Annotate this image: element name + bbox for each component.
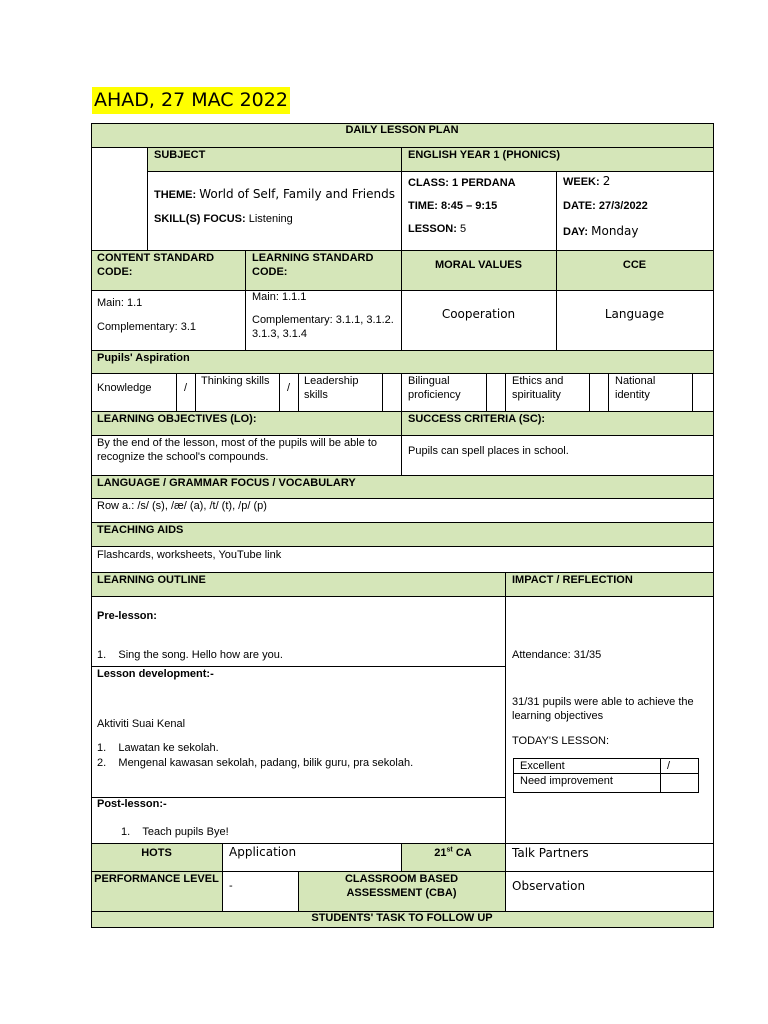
impact-reflection-label: IMPACT / REFLECTION — [512, 574, 633, 586]
date-value: 27/3/2022 — [598, 200, 648, 212]
pre-lesson-label: Pre-lesson: — [97, 610, 157, 622]
post-lesson-label: Post-lesson:- — [97, 798, 167, 810]
lesson-development-label: Lesson development:- — [97, 668, 214, 680]
learning-standard-label: LEARNING STANDARD CODE: — [252, 252, 374, 278]
aspiration-national: National identity — [615, 375, 656, 401]
class-line — [408, 176, 516, 190]
content-main: Main: 1.1 — [97, 297, 143, 309]
cba-value: Observation — [512, 879, 586, 893]
day-value: Monday — [591, 224, 639, 238]
lesson-development-item-text: Mengenal kawasan sekolah, padang, bilik guru, pra sekolah. — [118, 757, 414, 769]
hots-value: Application — [229, 845, 297, 859]
week-value: 2 — [602, 174, 611, 188]
excellent-mark: / — [667, 760, 671, 772]
grammar-text: Row a.: /s/ (s), /æ/ (a), /t/ (t), /p/ (p) — [97, 500, 267, 512]
cce-value: Language — [604, 307, 665, 321]
moral-value: Cooperation — [441, 307, 516, 321]
need-improvement-label: Need improvement — [520, 775, 613, 787]
aspiration-thinking: Thinking skills — [201, 375, 270, 387]
lesson-development-item: 2. Mengenal kawasan sekolah, padang, bilik guru, pra sekolah. — [97, 757, 414, 769]
skill-value: Listening — [248, 213, 293, 225]
sc-text: Pupils can spell places in school. — [408, 445, 569, 457]
learning-main: Main: 1.1.1 — [252, 291, 307, 303]
performance-level-value: - — [229, 880, 233, 892]
lesson-development-item-text: Lawatan ke sekolah. — [118, 742, 219, 754]
page-date-title: AHAD, 27 MAC 2022 — [92, 87, 290, 114]
content-complementary: Complementary: 3.1 — [97, 321, 197, 333]
ca21-value: Talk Partners — [512, 846, 589, 860]
cce-label: CCE — [622, 259, 647, 271]
attendance-text: Attendance: 31/35 — [512, 649, 602, 661]
lesson-development-intro: Aktiviti Suai Kenal — [97, 718, 186, 730]
skill-line — [154, 212, 293, 226]
skill-label: SKILL(S) FOCUS: — [154, 213, 246, 225]
lesson-line — [408, 222, 466, 236]
aspiration-knowledge-mark: / — [183, 382, 188, 394]
aspiration-ethics: Ethics and spirituality — [512, 375, 564, 401]
lesson-development-item: 1. Lawatan ke sekolah. — [97, 742, 219, 754]
aspiration-label: Pupils' Aspiration — [97, 352, 190, 364]
date-label: DATE: — [563, 200, 596, 212]
aspiration-bilingual: Bilingual proficiency — [408, 375, 461, 401]
theme-label: THEME: — [154, 189, 197, 201]
sc-label: SUCCESS CRITERIA (SC): — [408, 413, 546, 425]
theme-value: World of Self, Family and Friends — [199, 187, 395, 201]
time-label: TIME: — [408, 200, 438, 212]
week-label: WEEK: — [563, 176, 600, 188]
time-value: 8:45 – 9:15 — [441, 200, 498, 212]
todays-lesson-label: TODAY'S LESSON: — [512, 735, 610, 747]
subject-label: SUBJECT — [154, 149, 206, 161]
class-label: CLASS: — [408, 177, 449, 189]
time-line — [408, 199, 497, 213]
plan-header: DAILY LESSON PLAN — [345, 124, 459, 136]
lesson-value: 5 — [459, 223, 467, 235]
week-line — [563, 174, 610, 189]
hots-label: HOTS — [141, 847, 172, 859]
pre-lesson-item-text: Sing the song. Hello how are you. — [118, 649, 283, 661]
theme-line — [154, 187, 398, 202]
excellent-label: Excellent — [520, 760, 565, 772]
pre-lesson-item: 1. Sing the song. Hello how are you. — [97, 649, 283, 661]
achievement-text: 31/31 pupils were able to achieve the learning objectives — [512, 696, 694, 722]
cba-label: CLASSROOM BASED ASSESSMENT (CBA) — [344, 873, 459, 899]
day-line — [563, 224, 639, 239]
class-value: 1 PERDANA — [452, 177, 516, 189]
moral-values-label: MORAL VALUES — [435, 259, 522, 271]
students-follow-up-label: STUDENTS' TASK TO FOLLOW UP — [311, 912, 493, 924]
post-lesson-item: 1. Teach pupils Bye! — [121, 826, 229, 838]
grammar-label: LANGUAGE / GRAMMAR FOCUS / VOCABULARY — [97, 477, 356, 489]
subject-value: ENGLISH YEAR 1 (PHONICS) — [408, 149, 560, 161]
lesson-label: LESSON: — [408, 223, 457, 235]
day-label: DAY: — [563, 226, 589, 238]
performance-level-label: PERFORMANCE LEVEL — [94, 873, 219, 885]
lo-label: LEARNING OBJECTIVES (LO): — [97, 413, 257, 425]
lo-text: By the end of the lesson, most of the pupils will be able to recognize the school's compounds. — [97, 437, 378, 463]
aspiration-knowledge: Knowledge — [97, 382, 152, 394]
content-standard-label: CONTENT STANDARD CODE: — [97, 252, 215, 278]
learning-complementary: Complementary: 3.1.1, 3.1.2. 3.1.3, 3.1.4 — [252, 314, 394, 340]
teaching-aids-label: TEACHING AIDS — [97, 524, 184, 536]
teaching-aids-text: Flashcards, worksheets, YouTube link — [97, 549, 282, 561]
ca21-label: 21st CA — [434, 846, 472, 859]
aspiration-leadership: Leadership skills — [304, 375, 359, 401]
post-lesson-item-text: Teach pupils Bye! — [142, 826, 229, 838]
learning-outline-label: LEARNING OUTLINE — [97, 574, 206, 586]
aspiration-thinking-mark: / — [286, 382, 291, 394]
date-line — [563, 199, 648, 213]
